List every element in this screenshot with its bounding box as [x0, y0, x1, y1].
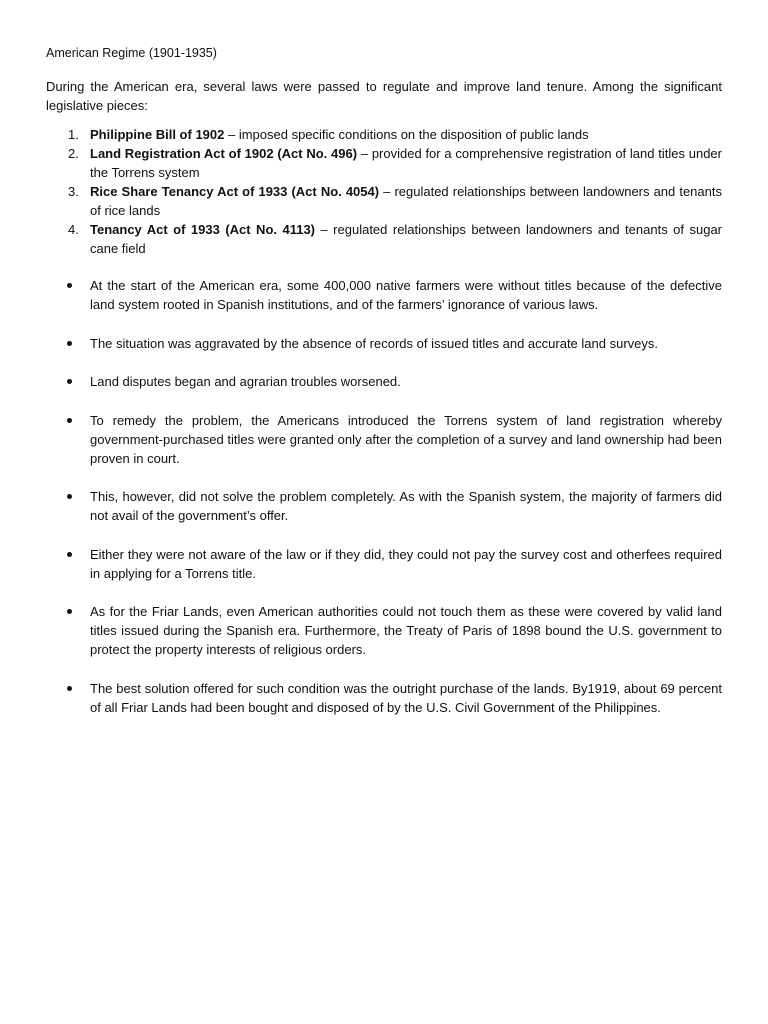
- law-description: – imposed specific conditions on the disposition of public lands: [224, 127, 589, 142]
- law-title: Land Registration Act of 1902 (Act No. 496): [90, 146, 358, 161]
- law-description: – provided for a comprehensive registration of land titles under the Torrens system: [90, 146, 722, 180]
- bullet-text: The situation was aggravated by the absence of records of issued titles and accurate land surveys.: [90, 335, 658, 351]
- bullet-icon: [67, 686, 72, 691]
- laws-list: [46, 125, 722, 258]
- law-title: Philippine Bill of 1902: [90, 127, 225, 142]
- law-description: – regulated relationships between landowners and tenants of sugar cane field: [90, 222, 723, 256]
- list-number: 2.: [68, 146, 79, 161]
- list-number: 3.: [68, 184, 79, 199]
- bullet-item: [46, 602, 722, 659]
- bullet-text: At the start of the American era, some 400,000 native farmers were without titles because of the defective land system rooted in Spanish institutions, and of the farmers’ ignorance of various laws.: [90, 278, 722, 312]
- law-description: – regulated relationships between landowners and tenants of rice lands: [90, 184, 722, 218]
- bullet-item: [46, 487, 722, 525]
- bullet-item: [46, 411, 722, 468]
- bullet-icon: [67, 283, 72, 288]
- list-number: 1.: [68, 127, 79, 142]
- law-item: [46, 144, 722, 182]
- law-item: [46, 182, 722, 220]
- section-heading: American Regime (1901-1935): [46, 46, 217, 60]
- bullet-icon: [67, 494, 72, 499]
- bullet-item: [46, 372, 722, 391]
- bullet-text: As for the Friar Lands, even American authorities could not touch them as these were covered by valid land titles issued during the Spanish era. Furthermore, the Treaty of Paris of 1898 bound the U.S. government to protect the property interests of religious orders.: [90, 604, 722, 657]
- document-page: [46, 44, 722, 736]
- intro-paragraph: During the American era, several laws were passed to regulate and improve land tenure. Among the significant legislative pieces:: [46, 79, 722, 113]
- list-number: 4.: [68, 222, 79, 237]
- law-title: Rice Share Tenancy Act of 1933 (Act No. 4054): [90, 184, 380, 199]
- bullet-icon: [67, 609, 72, 614]
- bullet-icon: [67, 341, 72, 346]
- bullet-item: [46, 545, 722, 583]
- law-title: Tenancy Act of 1933 (Act No. 4113): [90, 222, 316, 237]
- bullet-icon: [67, 552, 72, 557]
- bullet-text: This, however, did not solve the problem completely. As with the Spanish system, the majority of farmers did not avail of the government’s offer.: [90, 489, 722, 523]
- bullet-list: [46, 276, 722, 717]
- bullet-item: [46, 679, 722, 717]
- law-item: [46, 220, 722, 258]
- bullet-text: To remedy the problem, the Americans introduced the Torrens system of land registration whereby government-purchased titles were granted only after the completion of a survey and land ownership had been proven in court.: [90, 412, 722, 466]
- bullet-text: The best solution offered for such condition was the outright purchase of the lands. By1919, about 69 percent of all Friar Lands had been bought and disposed of by the U.S. Civil Government of the Philippines.: [90, 680, 722, 715]
- bullet-icon: [67, 379, 72, 384]
- bullet-text: Land disputes began and agrarian troubles worsened.: [90, 374, 401, 389]
- bullet-icon: [67, 418, 72, 423]
- bullet-text: Either they were not aware of the law or if they did, they could not pay the survey cost and otherfees required in applying for a Torrens title.: [90, 546, 722, 581]
- law-item: [46, 125, 722, 144]
- bullet-item: [46, 334, 722, 353]
- bullet-item: [46, 276, 722, 314]
